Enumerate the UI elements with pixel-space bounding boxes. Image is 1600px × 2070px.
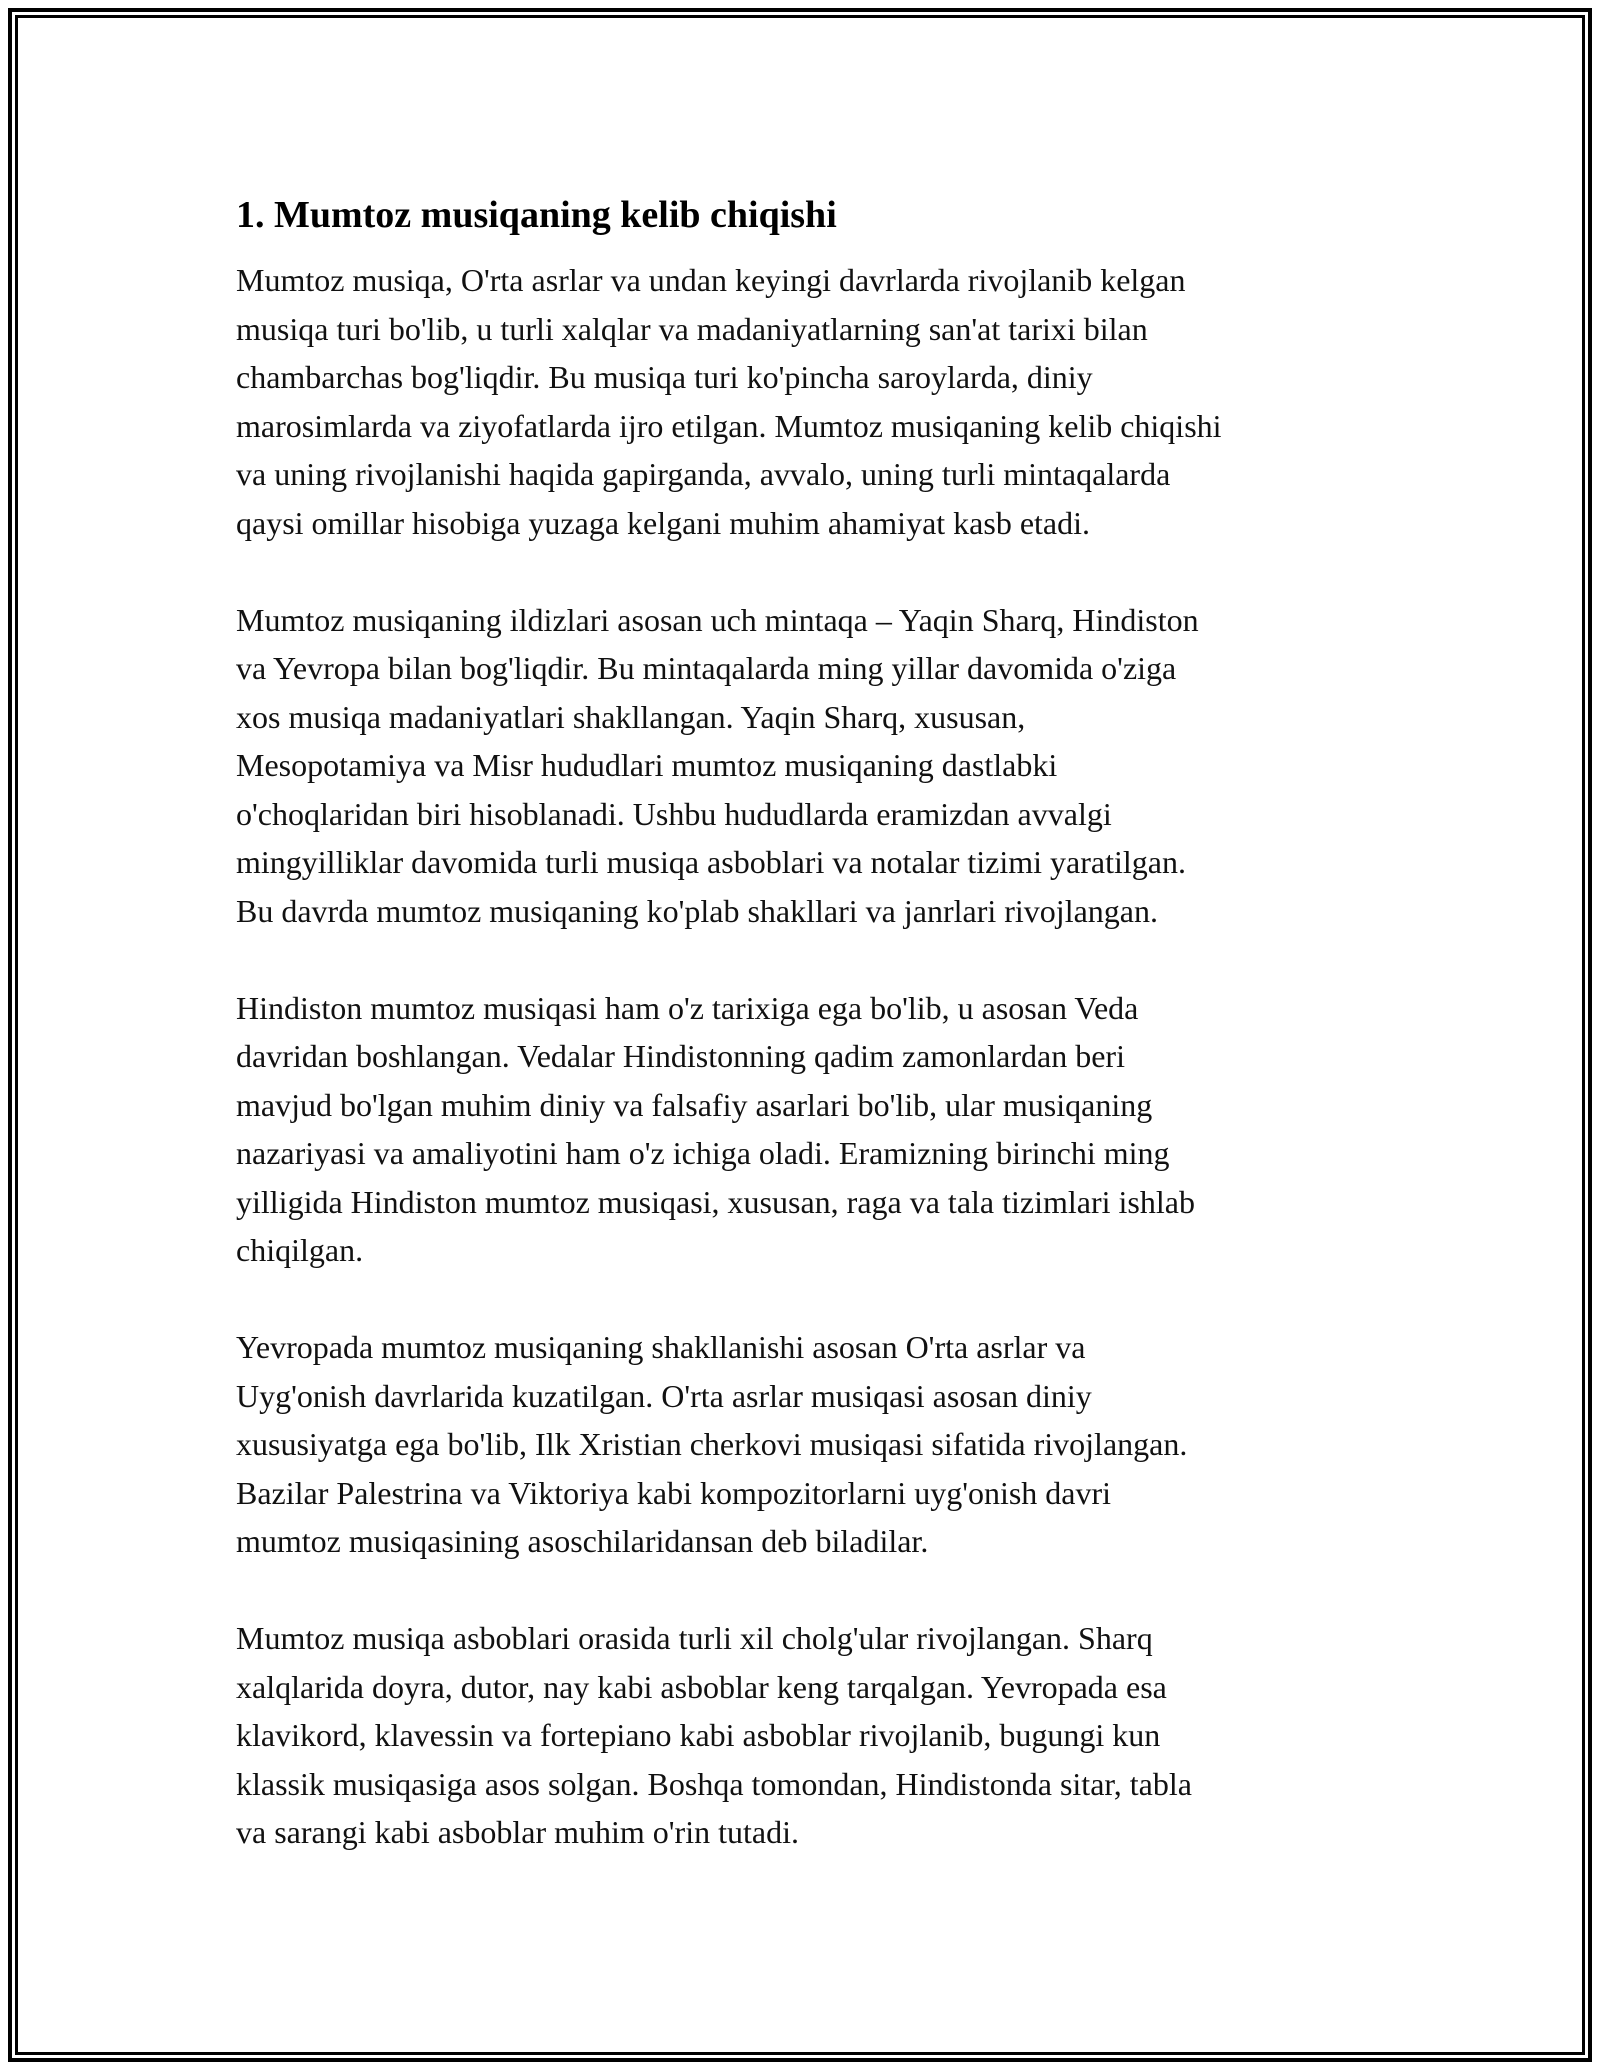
paragraph-instruments: Mumtoz musiqa asboblari orasida turli xil cholg'ular rivojlangan. Sharq xalqlarida doyra, dutor, nay kabi asboblar keng tarqalgan. Yevropada esa klavikord, klavessin va fortepiano kabi asboblar rivojlanib, bugungi kun klassik musiqasiga asos solgan. Boshqa tomondan, Hindistonda sitar, tabla va sarangi kabi asboblar muhim o'rin tutadi. — [236, 1620, 1192, 1850]
document-body — [236, 182, 1376, 1857]
section-heading: 1. Mumtoz musiqaning kelib chiqishi — [236, 194, 837, 236]
paragraph-roots: Mumtoz musiqaning ildizlari asosan uch mintaqa – Yaqin Sharq, Hindiston va Yevropa bilan bog'liqdir. Bu mintaqalarda ming yillar davomida o'ziga xos musiqa madaniyatlari shakllangan. Yaqin Sharq, xususan, Mesopotamiya va Misr hududlari mumtoz musiqaning dastlabki o'choqlaridan biri hisoblanadi. Ushbu hududlarda eramizdan avvalgi mingyilliklar davomida turli musiqa asboblari va notalar tizimi yaratilgan. Bu davrda mumtoz musiqaning ko'plab shakllari va janrlari rivojlangan. — [236, 601, 1199, 929]
paragraph-india: Hindiston mumtoz musiqasi ham o'z tarixiga ega bo'lib, u asosan Veda davridan boshlangan. Vedalar Hindistonning qadim zamonlardan beri mavjud bo'lgan muhim diniy va falsafiy asarlari bo'lib, ular musiqaning nazariyasi va amaliyotini ham o'z ichiga oladi. Eramizning birinchi ming yilligida Hindiston mumtoz musiqasi, xususan, raga va tala tizimlari ishlab chiqilgan. — [236, 989, 1195, 1268]
paragraph-europe: Yevropada mumtoz musiqaning shakllanishi asosan O'rta asrlar va Uyg'onish davrlarida kuzatilgan. O'rta asrlar musiqasi asosan diniy xususiyatga ega bo'lib, Ilk Xristian cherkovi musiqasi sifatida rivojlangan. Bazilar Palestrina va Viktoriya kabi kompozitorlarni uyg'onish davri mumtoz musiqasining asoschilaridansan deb biladilar. — [236, 1329, 1188, 1559]
paragraph-intro: Mumtoz musiqa, O'rta asrlar va undan keyingi davrlarda rivojlanib kelgan musiqa turi bo'lib, u turli xalqlar va madaniyatlarning san'at tarixi bilan chambarchas bog'liqdir. Bu musiqa turi ko'pincha saroylarda, diniy marosimlarda va ziyofatlarda ijro etilgan. Mumtoz musiqaning kelib chiqishi va uning rivojlanishi haqida gapirganda, avvalo, uning turli mintaqalarda qaysi omillar hisobiga yuzaga kelgani muhim ahamiyat kasb etadi. — [236, 262, 1222, 541]
